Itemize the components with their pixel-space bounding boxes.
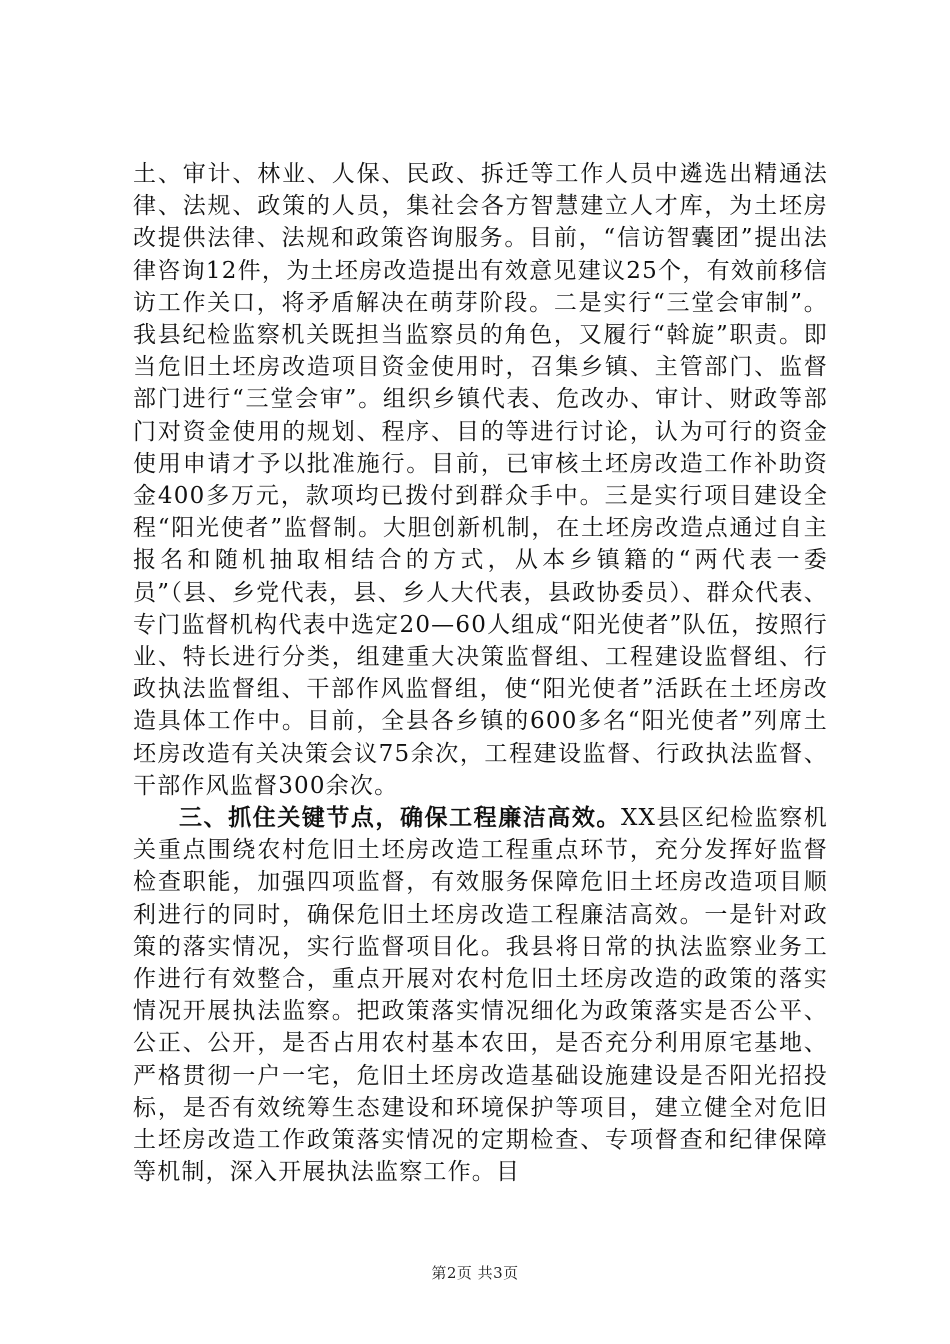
body-paragraph-1: 土、审计、林业、人保、民政、拆迁等工作人员中遴选出精通法律、法规、政策的人员，集社会各方智慧建立人才库，为土坯房改提供法律、法规和政策咨询服务。目前，“信访智囊团”提出法律咨询12件，为土坯房改造提出有效意见建议25个，有效前移信访工作关口，将矛盾解决在萌芽阶段。二是实行“三堂会审制”。我县纪检监察机关既担当监察员的角色，又履行“斡旋”职责。即当危旧土坯房改造项目资金使用时，召集乡镇、主管部门、监督部门进行“三堂会审”。组织乡镇代表、危改办、审计、财政等部门对资金使用的规划、程序、目的等进行讨论，认为可行的资金使用申请才予以批准施行。目前，已审核土坯房改造工作补助资金400多万元，款项均已拨付到群众手中。三是实行项目建设全程“阳光使者”监督制。大胆创新机制，在土坯房改造点通过自主报名和随机抽取相结合的方式，从本乡镇籍的“两代表一委员”（县、乡党代表，县、乡人大代表，县政协委员）、群众代表、专门监督机构代表中选定20—60人组成“阳光使者”队伍，按照行业、特长进行分类，组建重大决策监督组、工程建设监督组、行政执法监督组、干部作风监督组，使“阳光使者”活跃在土坯房改造具体工作中。目前，全县各乡镇的600多名“阳光使者”列席土坯房改造有关决策会议75余次，工程建设监督、行政执法监督、干部作风监督300余次。 (133, 161, 828, 799)
body-paragraph-2-text: XX县区纪检监察机关重点围绕农村危旧土坯房改造工程重点环节，充分发挥好监督检查职能，加强四项监督，有效服务保障危旧土坯房改造项目顺利进行的同时，确保危旧土坯房改造工程廉洁高效。一是针对政策的落实情况，实行监督项目化。我县将日常的执法监察业务工作进行有效整合，重点开展对农村危旧土坯房改造的政策的落实情况开展执法监察。把政策落实情况细化为政策落实是否公平、公正、公开，是否占用农村基本农田，是否充分利用原宅基地、严格贯彻一户一宅，危旧土坯房改造基础设施建设是否阳光招投标，是否有效统筹生态建设和环境保护等项目，建立健全对危旧土坯房改造工作政策落实情况的定期检查、专项督查和纪律保障等机制，深入开展执法监察工作。目 (133, 805, 828, 1186)
body-paragraph-2 (133, 802, 828, 1188)
page-number-footer: 第2页 共3页 (431, 1264, 519, 1282)
section-heading-3: 三、抓住关键节点，确保工程廉洁高效。 (179, 804, 621, 832)
document-body (133, 158, 828, 1189)
